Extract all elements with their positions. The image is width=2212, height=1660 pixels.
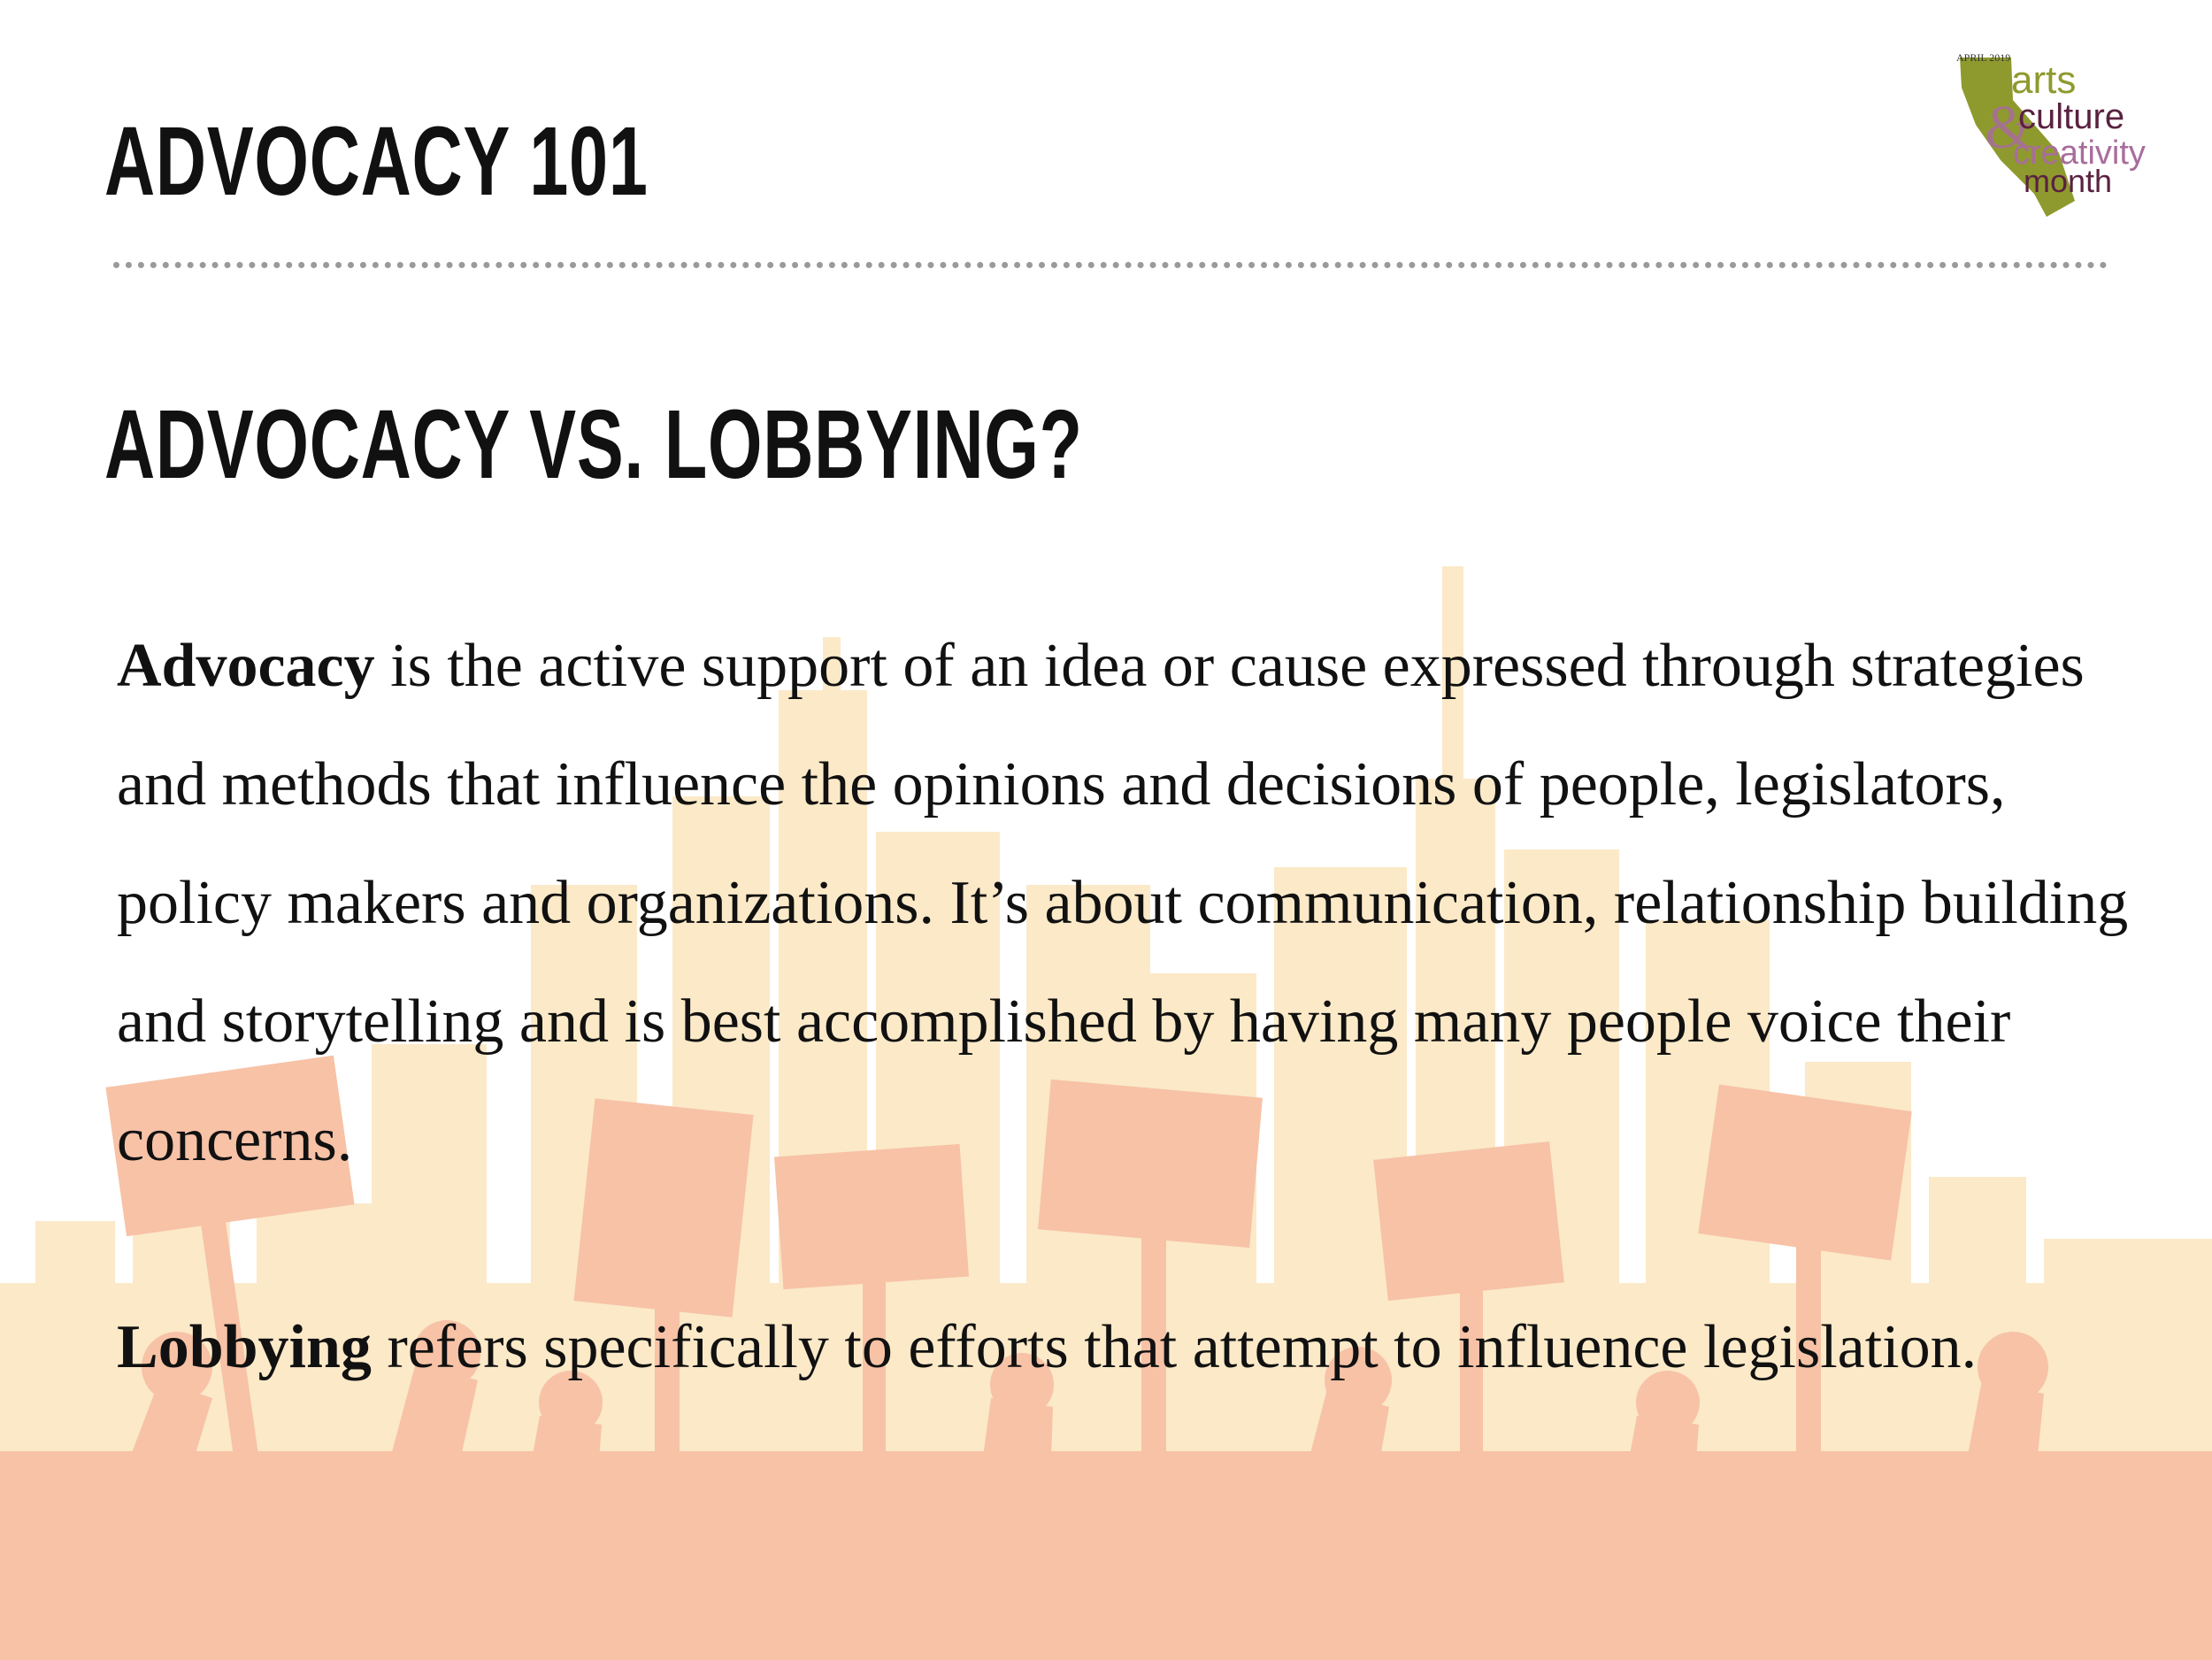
arts-culture-creativity-month-logo [1942, 49, 2146, 226]
lobbying-paragraph [117, 1288, 2170, 1407]
logo-word-culture: culture [2018, 97, 2125, 136]
logo-word-creativity: creativity [2013, 134, 2146, 172]
advocacy-paragraph [117, 607, 2170, 1200]
advocacy-definition: is the active support of an idea or cause expressed through strategies and methods that influence the opinions and decisions of people, legislators, policy makers and organizations. It’s about communication, relationship building and storytelling and is best accomplished by having many people voice their concerns. [117, 632, 2129, 1174]
logo-ampersand: & [1985, 94, 2033, 162]
dotted-divider [113, 262, 2108, 268]
lobbying-definition: refers specifically to efforts that attempt to influence legislation. [371, 1313, 1978, 1381]
logo-word-arts: arts [2011, 58, 2077, 102]
slide-subtitle: ADVOCACY VS. LOBBYING? [104, 390, 1083, 499]
logo-word-month: month [2024, 163, 2113, 199]
advocacy-term: Advocacy [117, 632, 375, 700]
logo-date: APRIL 2019 [1956, 51, 2011, 64]
lobbying-term: Lobbying [117, 1313, 372, 1381]
slide-title: ADVOCACY 101 [104, 107, 649, 216]
